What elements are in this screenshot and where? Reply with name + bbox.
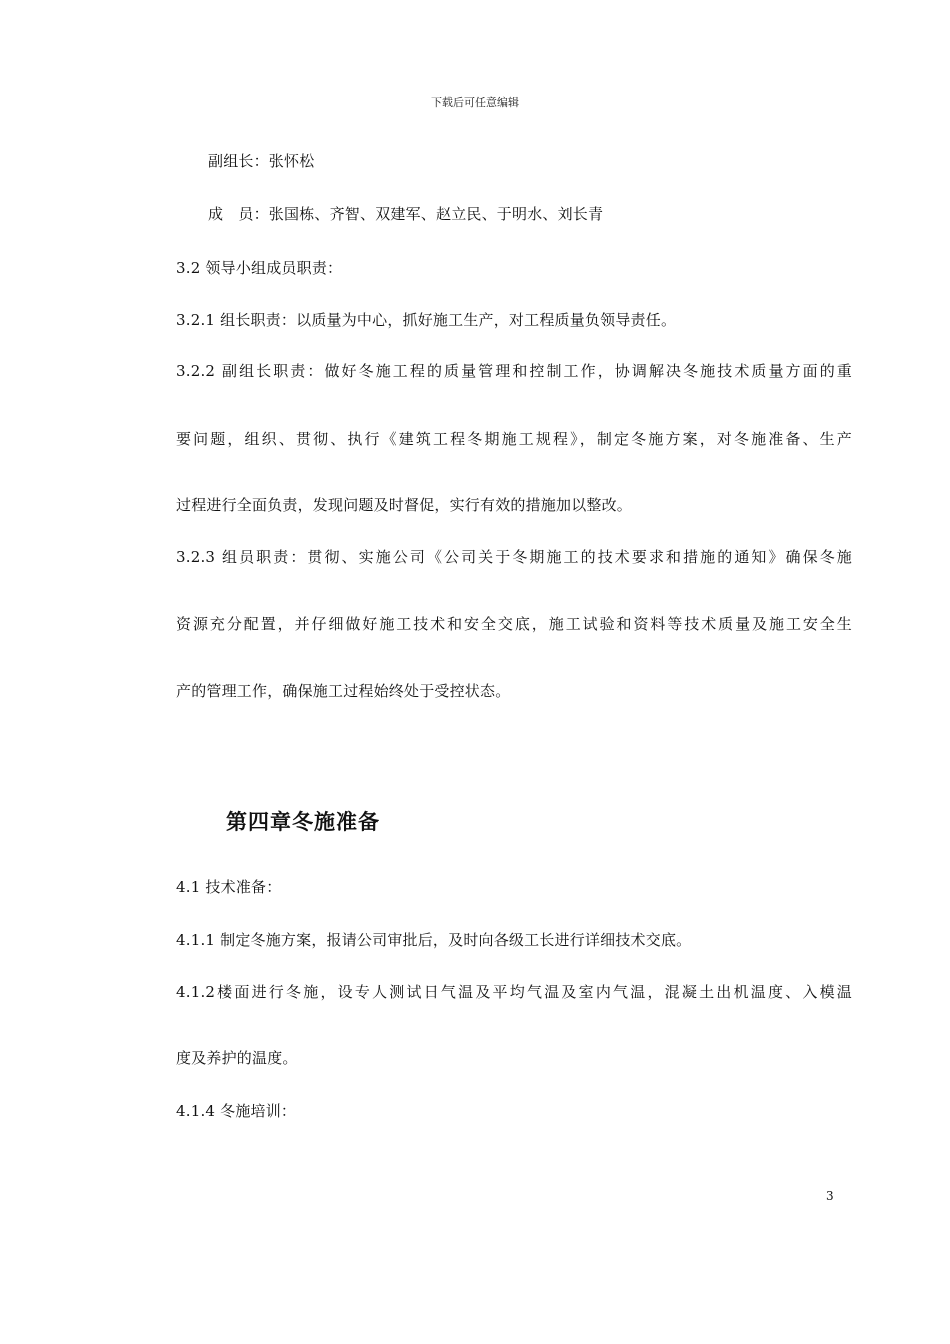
section-3-2-3-line2: 资源充分配置，并仔细做好施工技术和安全交底，施工试验和资料等技术质量及施工安全生 — [176, 615, 852, 633]
members-line: 成 员：张国栋、齐智、双建军、赵立民、于明水、刘长青 — [208, 205, 604, 223]
section-4-1: 4.1 技术准备： — [176, 878, 282, 896]
chapter-4-heading: 第四章冬施准备 — [226, 810, 380, 834]
section-3-2-3-line1: 3.2.3 组员职责：贯彻、实施公司《公司关于冬期施工的技术要求和措施的通知》确保冬施 — [176, 548, 852, 566]
section-4-1-2-line1: 4.1.2楼面进行冬施，设专人测试日气温及平均气温及室内气温，混凝土出机温度、入模温 — [176, 983, 852, 1001]
deputy-leader-line: 副组长：张怀松 — [208, 152, 315, 170]
section-3-2-2-line1: 3.2.2 副组长职责：做好冬施工程的质量管理和控制工作，协调解决冬施技术质量方面的重 — [176, 362, 852, 380]
section-3-2-1: 3.2.1 组长职责：以质量为中心，抓好施工生产，对工程质量负领导责任。 — [176, 311, 677, 329]
section-4-1-4: 4.1.4 冬施培训： — [176, 1102, 297, 1120]
section-4-1-2-line2: 度及养护的温度。 — [176, 1049, 298, 1067]
section-3-2-2-line2: 要问题，组织、贯彻、执行《建筑工程冬期施工规程》，制定冬施方案，对冬施准备、生产 — [176, 430, 852, 448]
page-header: 下载后可任意编辑 — [431, 96, 519, 109]
page-number: 3 — [826, 1189, 834, 1203]
section-3-2: 3.2 领导小组成员职责： — [176, 259, 343, 277]
section-3-2-3-line3: 产的管理工作，确保施工过程始终处于受控状态。 — [176, 682, 511, 700]
section-3-2-2-line3: 过程进行全面负责，发现问题及时督促，实行有效的措施加以整改。 — [176, 496, 633, 514]
section-4-1-1: 4.1.1 制定冬施方案，报请公司审批后，及时向各级工长进行详细技术交底。 — [176, 931, 692, 949]
